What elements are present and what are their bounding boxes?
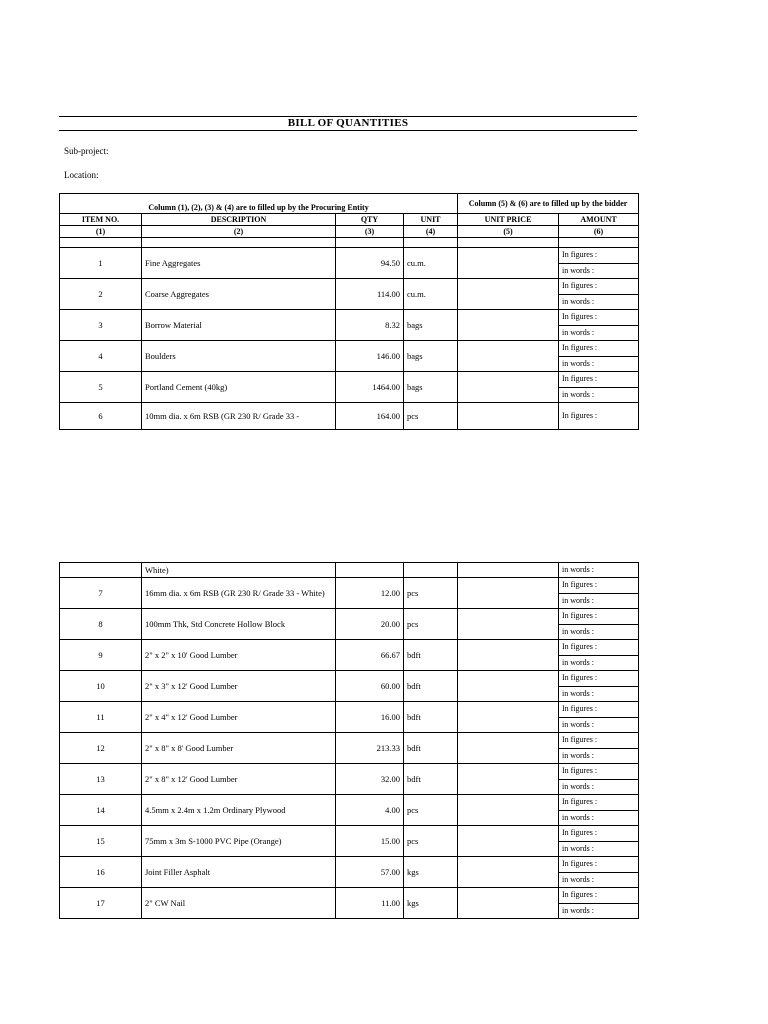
item-unit: kgs — [404, 888, 458, 919]
amount-in-words: in words : — [559, 593, 639, 609]
item-description: 2" CW Nail — [142, 888, 336, 919]
amount-in-figures: In figures : — [559, 826, 639, 842]
amount-in-words: in words : — [559, 624, 639, 640]
item-no: 1 — [60, 248, 142, 279]
item-description: 2" x 4" x 12' Good Lumber — [142, 702, 336, 733]
item-no: 13 — [60, 764, 142, 795]
unit-price-cell — [458, 578, 559, 609]
item-row — [60, 609, 639, 625]
sub-project-label: Sub-project: — [64, 146, 109, 156]
amount-in-figures: In figures : — [559, 341, 639, 357]
unit-price-cell — [458, 826, 559, 857]
item-description: Boulders — [142, 341, 336, 372]
item-unit: pcs — [404, 609, 458, 640]
item-description: 10mm dia. x 6m RSB (GR 230 R/ Grade 33 - — [142, 403, 336, 430]
item-no: 2 — [60, 279, 142, 310]
unit-price-cell — [458, 764, 559, 795]
amount-in-figures: In figures : — [559, 609, 639, 625]
amount-in-figures: In figures : — [559, 578, 639, 594]
amount-in-figures: In figures : — [559, 640, 639, 656]
item-qty: 8.32 — [336, 310, 404, 341]
amount-in-figures: In figures : — [559, 733, 639, 749]
col-number-6: (6) — [559, 226, 639, 238]
col-header-amount: AMOUNT — [559, 214, 639, 226]
amount-in-words: in words : — [559, 686, 639, 702]
header-numbers-row — [60, 226, 639, 238]
item-no: 12 — [60, 733, 142, 764]
item-row — [60, 702, 639, 718]
continuation-row — [60, 563, 639, 578]
col-header-description: DESCRIPTION — [142, 214, 336, 226]
item-description: 16mm dia. x 6m RSB (GR 230 R/ Grade 33 - White) — [142, 578, 336, 609]
unit-price-cell — [458, 341, 559, 372]
item-no: 6 — [60, 403, 142, 430]
amount-in-words: in words : — [559, 903, 639, 919]
col-header-qty: QTY — [336, 214, 404, 226]
amount-in-words: in words : — [559, 655, 639, 671]
item-unit: kgs — [404, 857, 458, 888]
amount-in-figures: In figures : — [559, 403, 639, 430]
boq-table-page1 — [59, 193, 639, 430]
amount-in-words: in words : — [559, 841, 639, 857]
col-number-5: (5) — [458, 226, 559, 238]
item-unit: pcs — [404, 826, 458, 857]
unit-price-cell — [458, 733, 559, 764]
item-row — [60, 578, 639, 594]
item-qty: 213.33 — [336, 733, 404, 764]
amount-in-figures: In figures : — [559, 764, 639, 780]
item-row — [60, 310, 639, 326]
col-number-1: (1) — [60, 226, 142, 238]
unit-price-cell — [458, 640, 559, 671]
boq-table-page2 — [59, 562, 639, 919]
item-row — [60, 640, 639, 656]
item-no: 8 — [60, 609, 142, 640]
item-no: 10 — [60, 671, 142, 702]
item-qty: 114.00 — [336, 279, 404, 310]
item-no: 7 — [60, 578, 142, 609]
amount-in-figures: In figures : — [559, 888, 639, 904]
item-unit: bdft — [404, 764, 458, 795]
item-unit: cu.m. — [404, 248, 458, 279]
amount-in-figures: In figures : — [559, 857, 639, 873]
item-description: 75mm x 3m S-1000 PVC Pipe (Orange) — [142, 826, 336, 857]
item-unit: pcs — [404, 795, 458, 826]
item-no: 14 — [60, 795, 142, 826]
item-qty: 20.00 — [336, 609, 404, 640]
amount-in-words: in words : — [559, 717, 639, 733]
item-description: 100mm Thk, Std Concrete Hollow Block — [142, 609, 336, 640]
item-row — [60, 857, 639, 873]
amount-in-figures: In figures : — [559, 279, 639, 295]
amount-in-words: in words : — [559, 263, 639, 279]
item-unit: bags — [404, 310, 458, 341]
item-row — [60, 248, 639, 264]
item-no: 11 — [60, 702, 142, 733]
unit-price-cell — [458, 671, 559, 702]
item-qty: 146.00 — [336, 341, 404, 372]
item-no: 15 — [60, 826, 142, 857]
amount-in-words: in words : — [559, 748, 639, 764]
amount-in-figures: In figures : — [559, 310, 639, 326]
item-no: 3 — [60, 310, 142, 341]
item-unit: bdft — [404, 640, 458, 671]
item-qty: 66.67 — [336, 640, 404, 671]
item-description: Fine Aggregates — [142, 248, 336, 279]
amount-in-figures: In figures : — [559, 702, 639, 718]
item-description: 2" x 3" x 12' Good Lumber — [142, 671, 336, 702]
location-label: Location: — [64, 170, 99, 180]
unit-price-cell — [458, 372, 559, 403]
unit-price-cell — [458, 248, 559, 279]
item-row — [60, 795, 639, 811]
header-group-row — [60, 194, 639, 214]
item-qty: 1464.00 — [336, 372, 404, 403]
item-no: 17 — [60, 888, 142, 919]
item-unit: pcs — [404, 403, 458, 430]
page-title: BILL OF QUANTITIES — [287, 117, 409, 129]
continuation-description: White) — [142, 563, 336, 578]
item-row — [60, 372, 639, 388]
amount-in-words: in words : — [559, 810, 639, 826]
amount-in-words: in words : — [559, 387, 639, 403]
unit-price-cell — [458, 888, 559, 919]
item-unit: bags — [404, 341, 458, 372]
item-qty: 164.00 — [336, 403, 404, 430]
header-columns-row — [60, 214, 639, 226]
item-description: Joint Filler Asphalt — [142, 857, 336, 888]
title-rule-bottom — [59, 130, 637, 131]
item-row — [60, 341, 639, 357]
unit-price-cell — [458, 403, 559, 430]
item-row — [60, 888, 639, 904]
item-description: Borrow Material — [142, 310, 336, 341]
col-header-unit-price: UNIT PRICE — [458, 214, 559, 226]
unit-price-cell — [458, 795, 559, 826]
col-header-item-no: ITEM NO. — [60, 214, 142, 226]
item-description: 2" x 2" x 10' Good Lumber — [142, 640, 336, 671]
unit-price-cell — [458, 609, 559, 640]
item-unit: cu.m. — [404, 279, 458, 310]
item-qty: 15.00 — [336, 826, 404, 857]
item-description: 4.5mm x 2.4m x 1.2m Ordinary Plywood — [142, 795, 336, 826]
item-qty: 11.00 — [336, 888, 404, 919]
amount-in-words: in words : — [559, 325, 639, 341]
amount-in-figures: In figures : — [559, 671, 639, 687]
item-qty: 60.00 — [336, 671, 404, 702]
item-row — [60, 733, 639, 749]
unit-price-cell — [458, 857, 559, 888]
amount-in-words: in words : — [559, 563, 639, 578]
item-description: Portland Cement (40kg) — [142, 372, 336, 403]
item-qty: 4.00 — [336, 795, 404, 826]
item-qty: 16.00 — [336, 702, 404, 733]
amount-in-figures: In figures : — [559, 248, 639, 264]
amount-in-figures: In figures : — [559, 372, 639, 388]
spacer-row — [60, 238, 639, 248]
item-unit: bdft — [404, 671, 458, 702]
item-qty: 12.00 — [336, 578, 404, 609]
amount-in-words: in words : — [559, 779, 639, 795]
item-qty: 57.00 — [336, 857, 404, 888]
item-unit: bdft — [404, 702, 458, 733]
group-header-bidder: Column (5) & (6) are to filled up by the bidder — [458, 194, 639, 214]
item-row — [60, 826, 639, 842]
item-row — [60, 671, 639, 687]
item-qty: 32.00 — [336, 764, 404, 795]
unit-price-cell — [458, 279, 559, 310]
unit-price-cell — [458, 310, 559, 341]
item-unit: pcs — [404, 578, 458, 609]
item-no: 16 — [60, 857, 142, 888]
item-row — [60, 403, 639, 430]
group-header-procuring-entity: Column (1), (2), (3) & (4) are to filled up by the Procuring Entity — [60, 194, 458, 214]
amount-in-figures: In figures : — [559, 795, 639, 811]
item-description: 2" x 8" x 8' Good Lumber — [142, 733, 336, 764]
item-row — [60, 279, 639, 295]
item-description: Coarse Aggregates — [142, 279, 336, 310]
item-no: 4 — [60, 341, 142, 372]
item-qty: 94.50 — [336, 248, 404, 279]
amount-in-words: in words : — [559, 294, 639, 310]
item-row — [60, 764, 639, 780]
amount-in-words: in words : — [559, 356, 639, 372]
item-unit: bdft — [404, 733, 458, 764]
amount-in-words: in words : — [559, 872, 639, 888]
col-number-3: (3) — [336, 226, 404, 238]
item-unit: bags — [404, 372, 458, 403]
item-no: 9 — [60, 640, 142, 671]
col-header-unit: UNIT — [404, 214, 458, 226]
col-number-2: (2) — [142, 226, 336, 238]
item-description: 2" x 8" x 12' Good Lumber — [142, 764, 336, 795]
col-number-4: (4) — [404, 226, 458, 238]
unit-price-cell — [458, 702, 559, 733]
item-no: 5 — [60, 372, 142, 403]
